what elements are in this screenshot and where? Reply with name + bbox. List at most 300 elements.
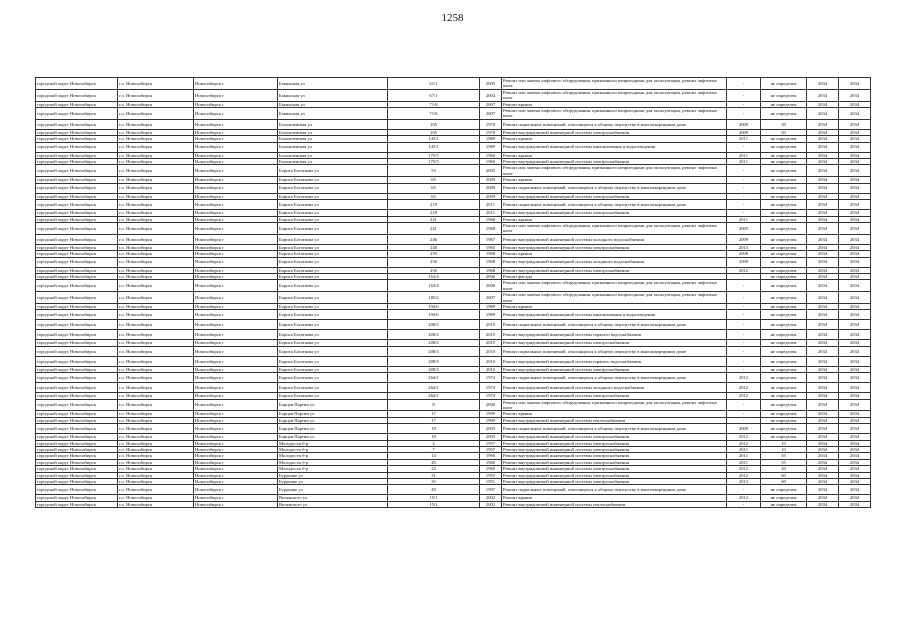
build-year-cell: 1960 — [480, 159, 502, 165]
street-cell: Бориса Богаткова ул — [278, 303, 388, 309]
house-number-cell: 218 — [388, 200, 480, 210]
municipal-district-cell: городской округ Новосибирск — [36, 251, 118, 257]
repair-type-cell: Ремонт внутридомовой инженерной системы холодного водоснабжения — [502, 383, 727, 393]
street-cell: Бориса Богаткова ул — [278, 177, 388, 183]
plan-end-year-cell: 2034 — [839, 440, 871, 446]
table-body — [36, 78, 871, 508]
last-repair-year-cell: - — [727, 200, 761, 210]
build-year-cell: 1957 — [480, 447, 502, 453]
municipal-district-cell: городской округ Новосибирск — [36, 101, 118, 107]
plan-end-year-cell: 2034 — [839, 280, 871, 292]
last-repair-year-cell: - — [727, 485, 761, 495]
repair-type-cell: Ремонт внутридомовой инженерной системы электроснабжения — [502, 440, 727, 446]
last-repair-year-cell: - — [727, 292, 761, 304]
plan-end-year-cell: 2034 — [839, 373, 871, 383]
municipal-district-cell: городской округ Новосибирск — [36, 459, 118, 465]
repair-type-cell: Ремонт подвальных помещений, относящихся к общему имуществу в многоквартирном доме — [502, 200, 727, 210]
build-year-cell: 1989 — [480, 310, 502, 320]
house-number-cell: 185/2 — [388, 292, 480, 304]
city-cell: Новосибирск г — [194, 340, 278, 346]
house-number-cell: 250 — [388, 251, 480, 257]
plan-start-year-cell: 2034 — [807, 356, 839, 366]
repair-type-cell: Ремонт фасада — [502, 273, 727, 279]
plan-start-year-cell: 2034 — [807, 273, 839, 279]
settlement-cell: г.о. Новосибирск — [118, 159, 194, 165]
last-repair-year-cell: - — [727, 210, 761, 216]
municipal-district-cell: городской округ Новосибирск — [36, 330, 118, 340]
house-number-cell: 194/6 — [388, 303, 480, 309]
repair-type-cell: Ремонт внутридомовой инженерной системы электроснабжения — [502, 393, 727, 399]
plan-start-year-cell: 2034 — [807, 101, 839, 107]
wear-percent-cell: не определен — [761, 411, 807, 417]
city-cell: Новосибирск г — [194, 393, 278, 399]
plan-end-year-cell: 2034 — [839, 320, 871, 330]
settlement-cell: г.о. Новосибирск — [118, 472, 194, 478]
wear-percent-cell: 55 — [761, 459, 807, 465]
city-cell: Новосибирск г — [194, 89, 278, 101]
street-cell: Балхашевская ул — [278, 159, 388, 165]
wear-percent-cell: не определен — [761, 183, 807, 193]
house-number-cell: 35 — [388, 479, 480, 485]
plan-start-year-cell: 2034 — [807, 447, 839, 453]
last-repair-year-cell: 2012 — [727, 466, 761, 472]
repair-type-cell: Ремонт внутридомовой инженерной системы канализования и водоотведения — [502, 142, 727, 152]
repair-type-cell: Ремонт подвальных помещений, относящихся к общему имуществу в многоквартирном доме — [502, 320, 727, 330]
municipal-district-cell: городской округ Новосибирск — [36, 447, 118, 453]
last-repair-year-cell: 2008 — [727, 251, 761, 257]
street-cell: Бориса Богаткова ул — [278, 346, 388, 356]
plan-end-year-cell: 2034 — [839, 244, 871, 250]
house-number-cell: 65 — [388, 183, 480, 193]
settlement-cell: г.о. Новосибирск — [118, 119, 194, 129]
wear-percent-cell: не определен — [761, 373, 807, 383]
street-cell: Бориса Богаткова ул — [278, 165, 388, 177]
wear-percent-cell: не определен — [761, 257, 807, 267]
municipal-district-cell: городской округ Новосибирск — [36, 200, 118, 210]
municipal-district-cell: городской округ Новосибирск — [36, 183, 118, 193]
plan-start-year-cell: 2034 — [807, 152, 839, 158]
wear-percent-cell: не определен — [761, 399, 807, 411]
plan-start-year-cell: 2034 — [807, 251, 839, 257]
repair-type-cell: Ремонт подвальных помещений, относящихся к общему имуществу в многоквартирном доме — [502, 373, 727, 383]
plan-end-year-cell: 2034 — [839, 434, 871, 440]
build-year-cell: 1965 — [480, 244, 502, 250]
plan-end-year-cell: 2034 — [839, 466, 871, 472]
last-repair-year-cell: - — [727, 346, 761, 356]
wear-percent-cell: не определен — [761, 346, 807, 356]
last-repair-year-cell: 2013 — [727, 244, 761, 250]
build-year-cell: 2007 — [480, 108, 502, 120]
wear-percent-cell: не определен — [761, 383, 807, 393]
build-year-cell: 1951 — [480, 479, 502, 485]
build-year-cell: 2011 — [480, 200, 502, 210]
house-number-cell: 250 — [388, 257, 480, 267]
last-repair-year-cell: 2009 — [727, 257, 761, 267]
city-cell: Новосибирск г — [194, 453, 278, 459]
city-cell: Новосибирск г — [194, 310, 278, 320]
municipal-district-cell: городской округ Новосибирск — [36, 165, 118, 177]
city-cell: Новосибирск г — [194, 200, 278, 210]
house-number-cell: 67/1 — [388, 89, 480, 101]
house-number-cell: 65 — [388, 193, 480, 199]
settlement-cell: г.о. Новосибирск — [118, 165, 194, 177]
municipal-district-cell: городской округ Новосибирск — [36, 216, 118, 222]
settlement-cell: г.о. Новосибирск — [118, 193, 194, 199]
house-number-cell: 264/1 — [388, 383, 480, 393]
last-repair-year-cell: - — [727, 280, 761, 292]
plan-start-year-cell: 2034 — [807, 320, 839, 330]
plan-start-year-cell: 2034 — [807, 159, 839, 165]
municipal-district-cell: городской округ Новосибирск — [36, 273, 118, 279]
repair-type-cell: Ремонт крыши — [502, 177, 727, 183]
street-cell: Борцов Партии ул — [278, 434, 388, 440]
repair-type-cell: Ремонт или замена лифтового оборудования, признанного непригодным для эксплуатации, ремонт лифтовых шахт — [502, 280, 727, 292]
wear-percent-cell: не определен — [761, 222, 807, 234]
build-year-cell: 1960 — [480, 459, 502, 465]
wear-percent-cell: 50 — [761, 129, 807, 135]
repair-type-cell: Ремонт или замена лифтового оборудования, признанного непригодным для эксплуатации, ремонт лифтовых шахт — [502, 165, 727, 177]
repair-type-cell: Ремонт внутридомовой инженерной системы электроснабжения — [502, 466, 727, 472]
plan-start-year-cell: 2034 — [807, 165, 839, 177]
plan-start-year-cell: 2034 — [807, 210, 839, 216]
last-repair-year-cell: - — [727, 411, 761, 417]
repair-type-cell: Ремонт или замена лифтового оборудования, признанного непригодным для эксплуатации, ремонт лифтовых шахт — [502, 399, 727, 411]
repair-type-cell: Ремонт внутридомовой инженерной системы горячего водоснабжения — [502, 356, 727, 366]
table-row — [36, 142, 871, 152]
municipal-district-cell: городской округ Новосибирск — [36, 399, 118, 411]
house-number-cell: 241 — [388, 216, 480, 222]
last-repair-year-cell: 2011 — [727, 136, 761, 142]
house-number-cell: 208/2 — [388, 320, 480, 330]
municipal-district-cell: городской округ Новосибирск — [36, 373, 118, 383]
plan-end-year-cell: 2034 — [839, 177, 871, 183]
plan-end-year-cell: 2034 — [839, 251, 871, 257]
build-year-cell: 1970 — [480, 119, 502, 129]
plan-end-year-cell: 2034 — [839, 292, 871, 304]
city-cell: Новосибирск г — [194, 267, 278, 273]
wear-percent-cell: не определен — [761, 393, 807, 399]
plan-start-year-cell: 2034 — [807, 142, 839, 152]
last-repair-year-cell: 2005 — [727, 222, 761, 234]
municipal-district-cell: городской округ Новосибирск — [36, 466, 118, 472]
settlement-cell: г.о. Новосибирск — [118, 251, 194, 257]
street-cell: Борцов Партии ул — [278, 411, 388, 417]
street-cell: Бакинская ул — [278, 78, 388, 90]
municipal-district-cell: городской округ Новосибирск — [36, 193, 118, 199]
plan-end-year-cell: 2034 — [839, 257, 871, 267]
street-cell: Бориса Богаткова ул — [278, 280, 388, 292]
build-year-cell: 1957 — [480, 440, 502, 446]
plan-end-year-cell: 2034 — [839, 424, 871, 434]
house-number-cell: 17 — [388, 417, 480, 423]
plan-start-year-cell: 2034 — [807, 330, 839, 340]
table-row — [36, 234, 871, 244]
municipal-district-cell: городской округ Новосибирск — [36, 303, 118, 309]
repair-type-cell: Ремонт внутридомовой инженерной системы холодного водоснабжения — [502, 234, 727, 244]
plan-start-year-cell: 2034 — [807, 280, 839, 292]
plan-start-year-cell: 2034 — [807, 267, 839, 273]
table-row — [36, 165, 871, 177]
plan-start-year-cell: 2034 — [807, 434, 839, 440]
plan-start-year-cell: 2034 — [807, 234, 839, 244]
plan-start-year-cell: 2034 — [807, 417, 839, 423]
wear-percent-cell: не определен — [761, 330, 807, 340]
repair-type-cell: Ремонт внутридомовой инженерной системы электроснабжения — [502, 340, 727, 346]
municipal-district-cell: городской округ Новосибирск — [36, 417, 118, 423]
house-number-cell: 145/1 — [388, 136, 480, 142]
plan-start-year-cell: 2034 — [807, 183, 839, 193]
plan-end-year-cell: 2034 — [839, 216, 871, 222]
last-repair-year-cell: 2012 — [727, 383, 761, 393]
wear-percent-cell: 60 — [761, 472, 807, 478]
plan-end-year-cell: 2034 — [839, 193, 871, 199]
municipal-district-cell: городской округ Новосибирск — [36, 210, 118, 216]
wear-percent-cell: 60 — [761, 479, 807, 485]
street-cell: Балхашевская ул — [278, 142, 388, 152]
build-year-cell: 1999 — [480, 417, 502, 423]
wear-percent-cell: не определен — [761, 501, 807, 507]
house-number-cell: 71/6 — [388, 108, 480, 120]
wear-percent-cell: не определен — [761, 193, 807, 199]
municipal-district-cell: городской округ Новосибирск — [36, 485, 118, 495]
city-cell: Новосибирск г — [194, 222, 278, 234]
plan-end-year-cell: 2034 — [839, 129, 871, 135]
plan-end-year-cell: 2034 — [839, 108, 871, 120]
plan-end-year-cell: 2034 — [839, 485, 871, 495]
last-repair-year-cell: - — [727, 340, 761, 346]
plan-end-year-cell: 2034 — [839, 459, 871, 465]
city-cell: Новосибирск г — [194, 292, 278, 304]
house-number-cell: 8 — [388, 399, 480, 411]
table-row — [36, 119, 871, 129]
settlement-cell: г.о. Новосибирск — [118, 330, 194, 340]
plan-end-year-cell: 2034 — [839, 356, 871, 366]
house-number-cell: 208/2 — [388, 340, 480, 346]
settlement-cell: г.о. Новосибирск — [118, 346, 194, 356]
build-year-cell: 1968 — [480, 257, 502, 267]
build-year-cell: 2002 — [480, 495, 502, 501]
build-year-cell: 1955 — [480, 472, 502, 478]
house-number-cell: 15/1 — [388, 495, 480, 501]
city-cell: Новосибирск г — [194, 366, 278, 372]
street-cell: Молодости б-р — [278, 440, 388, 446]
city-cell: Новосибирск г — [194, 78, 278, 90]
build-year-cell: 2005 — [480, 424, 502, 434]
wear-percent-cell: не определен — [761, 152, 807, 158]
municipal-district-cell: городской округ Новосибирск — [36, 340, 118, 346]
street-cell: Бориса Богаткова ул — [278, 244, 388, 250]
city-cell: Новосибирск г — [194, 183, 278, 193]
municipal-district-cell: городской округ Новосибирск — [36, 177, 118, 183]
plan-end-year-cell: 2034 — [839, 417, 871, 423]
house-number-cell: 218 — [388, 210, 480, 216]
house-number-cell: 18 — [388, 434, 480, 440]
last-repair-year-cell: 2012 — [727, 373, 761, 383]
municipal-district-cell: городской округ Новосибирск — [36, 346, 118, 356]
city-cell: Новосибирск г — [194, 472, 278, 478]
house-number-cell: 71/6 — [388, 101, 480, 107]
city-cell: Новосибирск г — [194, 346, 278, 356]
build-year-cell: 2010 — [480, 320, 502, 330]
build-year-cell: 2010 — [480, 356, 502, 366]
city-cell: Новосибирск г — [194, 320, 278, 330]
settlement-cell: г.о. Новосибирск — [118, 210, 194, 216]
settlement-cell: г.о. Новосибирск — [118, 142, 194, 152]
municipal-district-cell: городской округ Новосибирск — [36, 366, 118, 372]
repair-type-cell: Ремонт внутридомовой инженерной системы электроснабжения — [502, 210, 727, 216]
house-number-cell: 163/4 — [388, 273, 480, 279]
city-cell: Новосибирск г — [194, 399, 278, 411]
street-cell: Бориса Богаткова ул — [278, 234, 388, 244]
settlement-cell: г.о. Новосибирск — [118, 216, 194, 222]
municipal-district-cell: городской округ Новосибирск — [36, 393, 118, 399]
repair-type-cell: Ремонт подвальных помещений, относящихся к общему имуществу в многоквартирном доме — [502, 183, 727, 193]
plan-start-year-cell: 2034 — [807, 177, 839, 183]
build-year-cell: 2006 — [480, 280, 502, 292]
plan-end-year-cell: 2034 — [839, 159, 871, 165]
wear-percent-cell: 10 — [761, 447, 807, 453]
plan-end-year-cell: 2034 — [839, 136, 871, 142]
build-year-cell: 2006 — [480, 273, 502, 279]
plan-start-year-cell: 2034 — [807, 89, 839, 101]
repair-type-cell: Ремонт внутридомовой инженерной системы электроснабжения — [502, 159, 727, 165]
street-cell: Бурденко ул — [278, 479, 388, 485]
last-repair-year-cell: 2009 — [727, 424, 761, 434]
settlement-cell: г.о. Новосибирск — [118, 177, 194, 183]
last-repair-year-cell: - — [727, 303, 761, 309]
municipal-district-cell: городской округ Новосибирск — [36, 159, 118, 165]
street-cell: Бориса Богаткова ул — [278, 193, 388, 199]
repair-type-cell: Ремонт подвальных помещений, относящихся к общему имуществу в многоквартирном доме — [502, 485, 727, 495]
settlement-cell: г.о. Новосибирск — [118, 383, 194, 393]
municipal-district-cell: городской округ Новосибирск — [36, 424, 118, 434]
settlement-cell: г.о. Новосибирск — [118, 373, 194, 383]
street-cell: Бориса Богаткова ул — [278, 320, 388, 330]
settlement-cell: г.о. Новосибирск — [118, 303, 194, 309]
wear-percent-cell: не определен — [761, 356, 807, 366]
build-year-cell: 1960 — [480, 152, 502, 158]
plan-start-year-cell: 2034 — [807, 216, 839, 222]
settlement-cell: г.о. Новосибирск — [118, 222, 194, 234]
settlement-cell: г.о. Новосибирск — [118, 136, 194, 142]
plan-end-year-cell: 2034 — [839, 472, 871, 478]
last-repair-year-cell: - — [727, 142, 761, 152]
repair-type-cell: Ремонт или замена лифтового оборудования, признанного непригодным для эксплуатации, ремонт лифтовых шахт — [502, 108, 727, 120]
street-cell: Бориса Богаткова ул — [278, 330, 388, 340]
street-cell: Молодости б-р — [278, 447, 388, 453]
plan-end-year-cell: 2034 — [839, 273, 871, 279]
street-cell: Молодости б-р — [278, 466, 388, 472]
settlement-cell: г.о. Новосибирск — [118, 152, 194, 158]
municipal-district-cell: городской округ Новосибирск — [36, 472, 118, 478]
street-cell: Бориса Богаткова ул — [278, 216, 388, 222]
plan-end-year-cell: 2034 — [839, 303, 871, 309]
plan-end-year-cell: 2034 — [839, 234, 871, 244]
plan-start-year-cell: 2034 — [807, 479, 839, 485]
street-cell: Бориса Богаткова ул — [278, 257, 388, 267]
street-cell: Бурденко ул — [278, 472, 388, 478]
repair-type-cell: Ремонт или замена лифтового оборудования, признанного непригодным для эксплуатации, ремонт лифтовых шахт — [502, 222, 727, 234]
last-repair-year-cell: 2011 — [727, 152, 761, 158]
build-year-cell: 1960 — [480, 453, 502, 459]
last-repair-year-cell: 2012 — [727, 495, 761, 501]
table-row — [36, 257, 871, 267]
street-cell: Бориса Богаткова ул — [278, 222, 388, 234]
last-repair-year-cell: 2012 — [727, 393, 761, 399]
street-cell: Бориса Богаткова ул — [278, 251, 388, 257]
city-cell: Новосибирск г — [194, 356, 278, 366]
build-year-cell: 1968 — [480, 267, 502, 273]
plan-start-year-cell: 2034 — [807, 108, 839, 120]
build-year-cell: 2009 — [480, 177, 502, 183]
repair-type-cell: Ремонт внутридомовой инженерной системы канализования и водоотведения — [502, 310, 727, 320]
plan-start-year-cell: 2034 — [807, 373, 839, 383]
wear-percent-cell: не определен — [761, 244, 807, 250]
table-row — [36, 292, 871, 304]
table-row — [36, 222, 871, 234]
repair-type-cell: Ремонт внутридомовой инженерной системы электроснабжения — [502, 453, 727, 459]
repair-type-cell: Ремонт крыши — [502, 303, 727, 309]
plan-start-year-cell: 2034 — [807, 346, 839, 356]
repair-type-cell: Ремонт внутридомовой инженерной системы электроснабжения — [502, 479, 727, 485]
settlement-cell: г.о. Новосибирск — [118, 267, 194, 273]
settlement-cell: г.о. Новосибирск — [118, 440, 194, 446]
build-year-cell: 2002 — [480, 501, 502, 507]
plan-end-year-cell: 2034 — [839, 267, 871, 273]
house-number-cell: 18 — [388, 424, 480, 434]
municipal-district-cell: городской округ Новосибирск — [36, 152, 118, 158]
wear-percent-cell: не определен — [761, 108, 807, 120]
table-row — [36, 89, 871, 101]
street-cell: Борцов Партии ул — [278, 399, 388, 411]
settlement-cell: г.о. Новосибирск — [118, 280, 194, 292]
municipal-district-cell: городской округ Новосибирск — [36, 501, 118, 507]
wear-percent-cell: не определен — [761, 303, 807, 309]
plan-start-year-cell: 2034 — [807, 399, 839, 411]
table-row — [36, 501, 871, 507]
street-cell: Бурденко ул — [278, 485, 388, 495]
city-cell: Новосибирск г — [194, 257, 278, 267]
plan-start-year-cell: 2034 — [807, 303, 839, 309]
settlement-cell: г.о. Новосибирск — [118, 466, 194, 472]
city-cell: Новосибирск г — [194, 411, 278, 417]
wear-percent-cell: не определен — [761, 320, 807, 330]
city-cell: Новосибирск г — [194, 417, 278, 423]
build-year-cell: 2009 — [480, 193, 502, 199]
plan-start-year-cell: 2034 — [807, 366, 839, 372]
settlement-cell: г.о. Новосибирск — [118, 495, 194, 501]
plan-start-year-cell: 2034 — [807, 466, 839, 472]
municipal-district-cell: городской округ Новосибирск — [36, 89, 118, 101]
build-year-cell: 1968 — [480, 251, 502, 257]
table-row — [36, 399, 871, 411]
settlement-cell: г.о. Новосибирск — [118, 417, 194, 423]
build-year-cell: 1974 — [480, 373, 502, 383]
city-cell: Новосибирск г — [194, 142, 278, 152]
wear-percent-cell: не определен — [761, 292, 807, 304]
table-row — [36, 78, 871, 90]
settlement-cell: г.о. Новосибирск — [118, 273, 194, 279]
build-year-cell: 2010 — [480, 330, 502, 340]
municipal-district-cell: городской округ Новосибирск — [36, 320, 118, 330]
city-cell: Новосибирск г — [194, 251, 278, 257]
street-cell: Борцов Партии ул — [278, 424, 388, 434]
build-year-cell: 1997 — [480, 485, 502, 495]
municipal-district-cell: городской округ Новосибирск — [36, 78, 118, 90]
last-repair-year-cell: 2011 — [727, 453, 761, 459]
municipal-district-cell: городской округ Новосибирск — [36, 108, 118, 120]
street-cell: Борцов Партии ул — [278, 417, 388, 423]
